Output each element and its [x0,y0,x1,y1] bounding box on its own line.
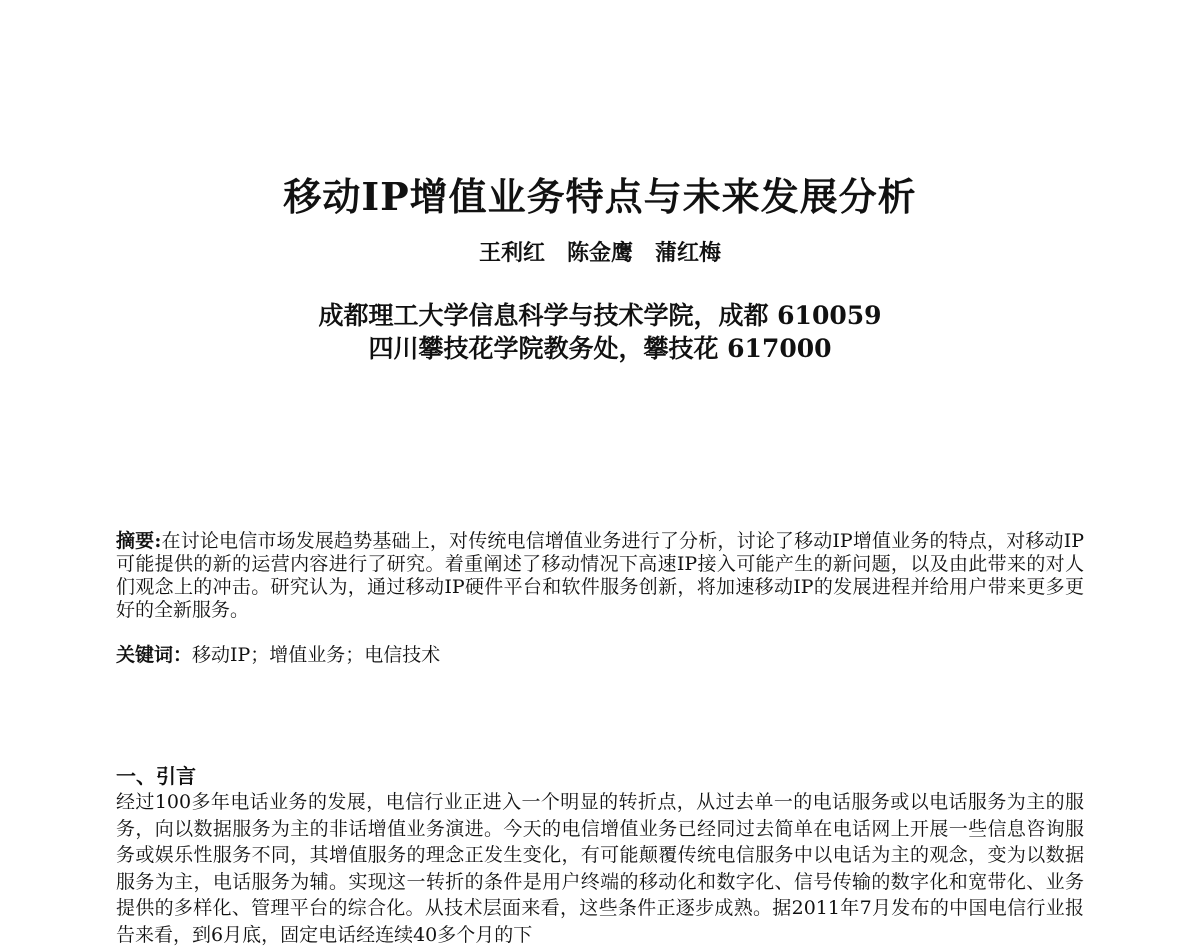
abstract-label: 摘要: [116,530,162,552]
affiliation-2: 四川攀技花学院教务处，攀技花 617000 [368,334,832,363]
keywords [116,644,1084,667]
keywords-text: 移动IP；增值业务；电信技术 [192,644,441,666]
affiliation-1: 成都理工大学信息科学与技术学院，成都 610059 [318,301,882,330]
introduction-body-text: 经过100多年电话业务的发展，电信行业正进入一个明显的转折点，从过去单一的电话服务或以电话服务为主的服务，向以数据服务为主的非话增值业务演进。今天的电信增值业务已经同过去简单在电话网上开展一些信息咨询服务或娱乐性服务不同，其增值服务的理念正发生变化，有可能颠覆传统电信服务中以电话为主的观念，变为以数据服务为主，电话服务为辅。实现这一转折的条件是用户终端的移动化和数字化、信号传输的数字化和宽带化、业务提供的多样化、管理平台的综合化。从技术层面来看，这些条件正逐步成熟。据2011年7月发布的中国电信行业报告来看，到6月底，固定电话经连续40多个月的下 [116,791,1084,946]
paper-title: 移动IP增值业务特点与未来发展分析 [283,174,917,219]
keywords-label: 关键词： [116,644,193,666]
paper-authors: 王利红 陈金鹰 蒲红梅 [478,240,721,266]
abstract-text: 在讨论电信市场发展趋势基础上，对传统电信增值业务进行了分析，讨论了移动IP增值业务的特点，对移动IP可能提供的新的运营内容进行了研究。着重阐述了移动情况下高速IP接入可能产生的新问题，以及由此带来的对人们观念上的冲击。研究认为，通过移动IP硬件平台和软件服务创新，将加速移动IP的发展进程并给用户带来更多更好的全新服务。 [116,530,1084,621]
section-heading-introduction: 一、引言 [116,764,196,788]
abstract [116,530,1084,622]
